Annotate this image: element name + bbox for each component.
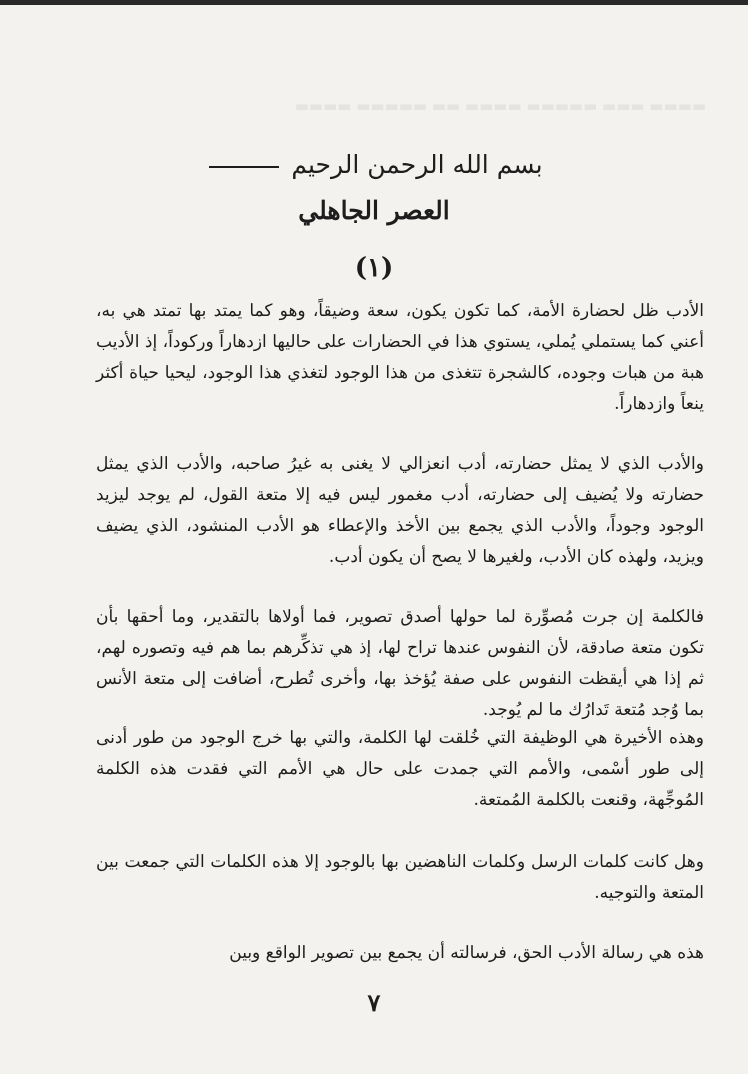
section-number: (١)	[354, 253, 394, 283]
paragraph: وهل كانت كلمات الرسل وكلمات الناهضين بها بالوجود إلا هذه الكلمات التي جمعت بين المتعة والتوجيه.	[96, 852, 704, 903]
paragraph: الأدب ظل لحضارة الأمة، كما تكون يكون، سعة وضيقاً، وهو كما يمتد بها تمتد هي به، أعني كما يستملي يُملي، يستوي هذا في الحضارات على حاليها ازدهاراً وركوداً، إذ الأديب هبة من هبات وجوده، كالشجرة تتغذى من هذا الوجود لتغذي هذا الوجود، ليحيا حياة أكثر ينعاً وازدهاراً.	[96, 301, 704, 414]
page-number: ٧	[367, 988, 381, 1017]
bleed-through-text: ▬▬▬▬ ▬▬▬ ▬▬▬▬▬ ▬▬▬▬ ▬▬ ▬▬▬▬▬ ▬▬▬▬	[294, 97, 706, 115]
basmala-heading	[0, 150, 748, 179]
calligraphy-swash	[209, 166, 279, 168]
paragraph: فالكلمة إن جرت مُصوِّرة لما حولها أصدق تصوير، فما أولاها بالتقدير، وما أحقها بأن تكون متعة صادقة، لأن النفوس عندها تراح لها، إذ هي تذكِّرهم بما هم فيه وتصوره لهم، ثم إذا هي أيقظت النفوس على صفة يُؤخذ بها، وأخرى تُطرح، أضافت إلى متعة الأنس بما وُجد مُتعة تَدارُك ما لم يُوجد.	[96, 607, 704, 720]
basmala-text: بسم الله الرحمن الرحيم	[291, 150, 543, 179]
paragraph: وهذه الأخيرة هي الوظيفة التي خُلقت لها الكلمة، والتي بها خرج الوجود من طور أدنى إلى طور أسْمى، والأمم التي جمدت على حال هي الأمم التي فقدت هذه الكلمة المُوجِّهة، وقنعت بالكلمة المُمتعة.	[96, 728, 704, 810]
paragraph: والأدب الذي لا يمثل حضارته، أدب انعزالي لا يغنى به غيرُ صاحبه، والأدب الذي يمثل حضارته ولا يُضيف إلى حضارته، أدب مغمور ليس فيه إلا متعة القول، لم يوجد ليزيد الوجود وجوداً، والأدب الذي يجمع بين الأخذ والإعطاء هو الأدب المنشود، الذي يضيف ويزيد، ولهذه كان الأدب، ولغيرها لا يصح أن يكون أدب.	[96, 454, 704, 567]
chapter-title: العصر الجاهلي	[298, 196, 450, 225]
paragraph: هذه هي رسالة الأدب الحق، فرسالته أن يجمع بين تصوير الواقع وبين	[229, 943, 704, 963]
